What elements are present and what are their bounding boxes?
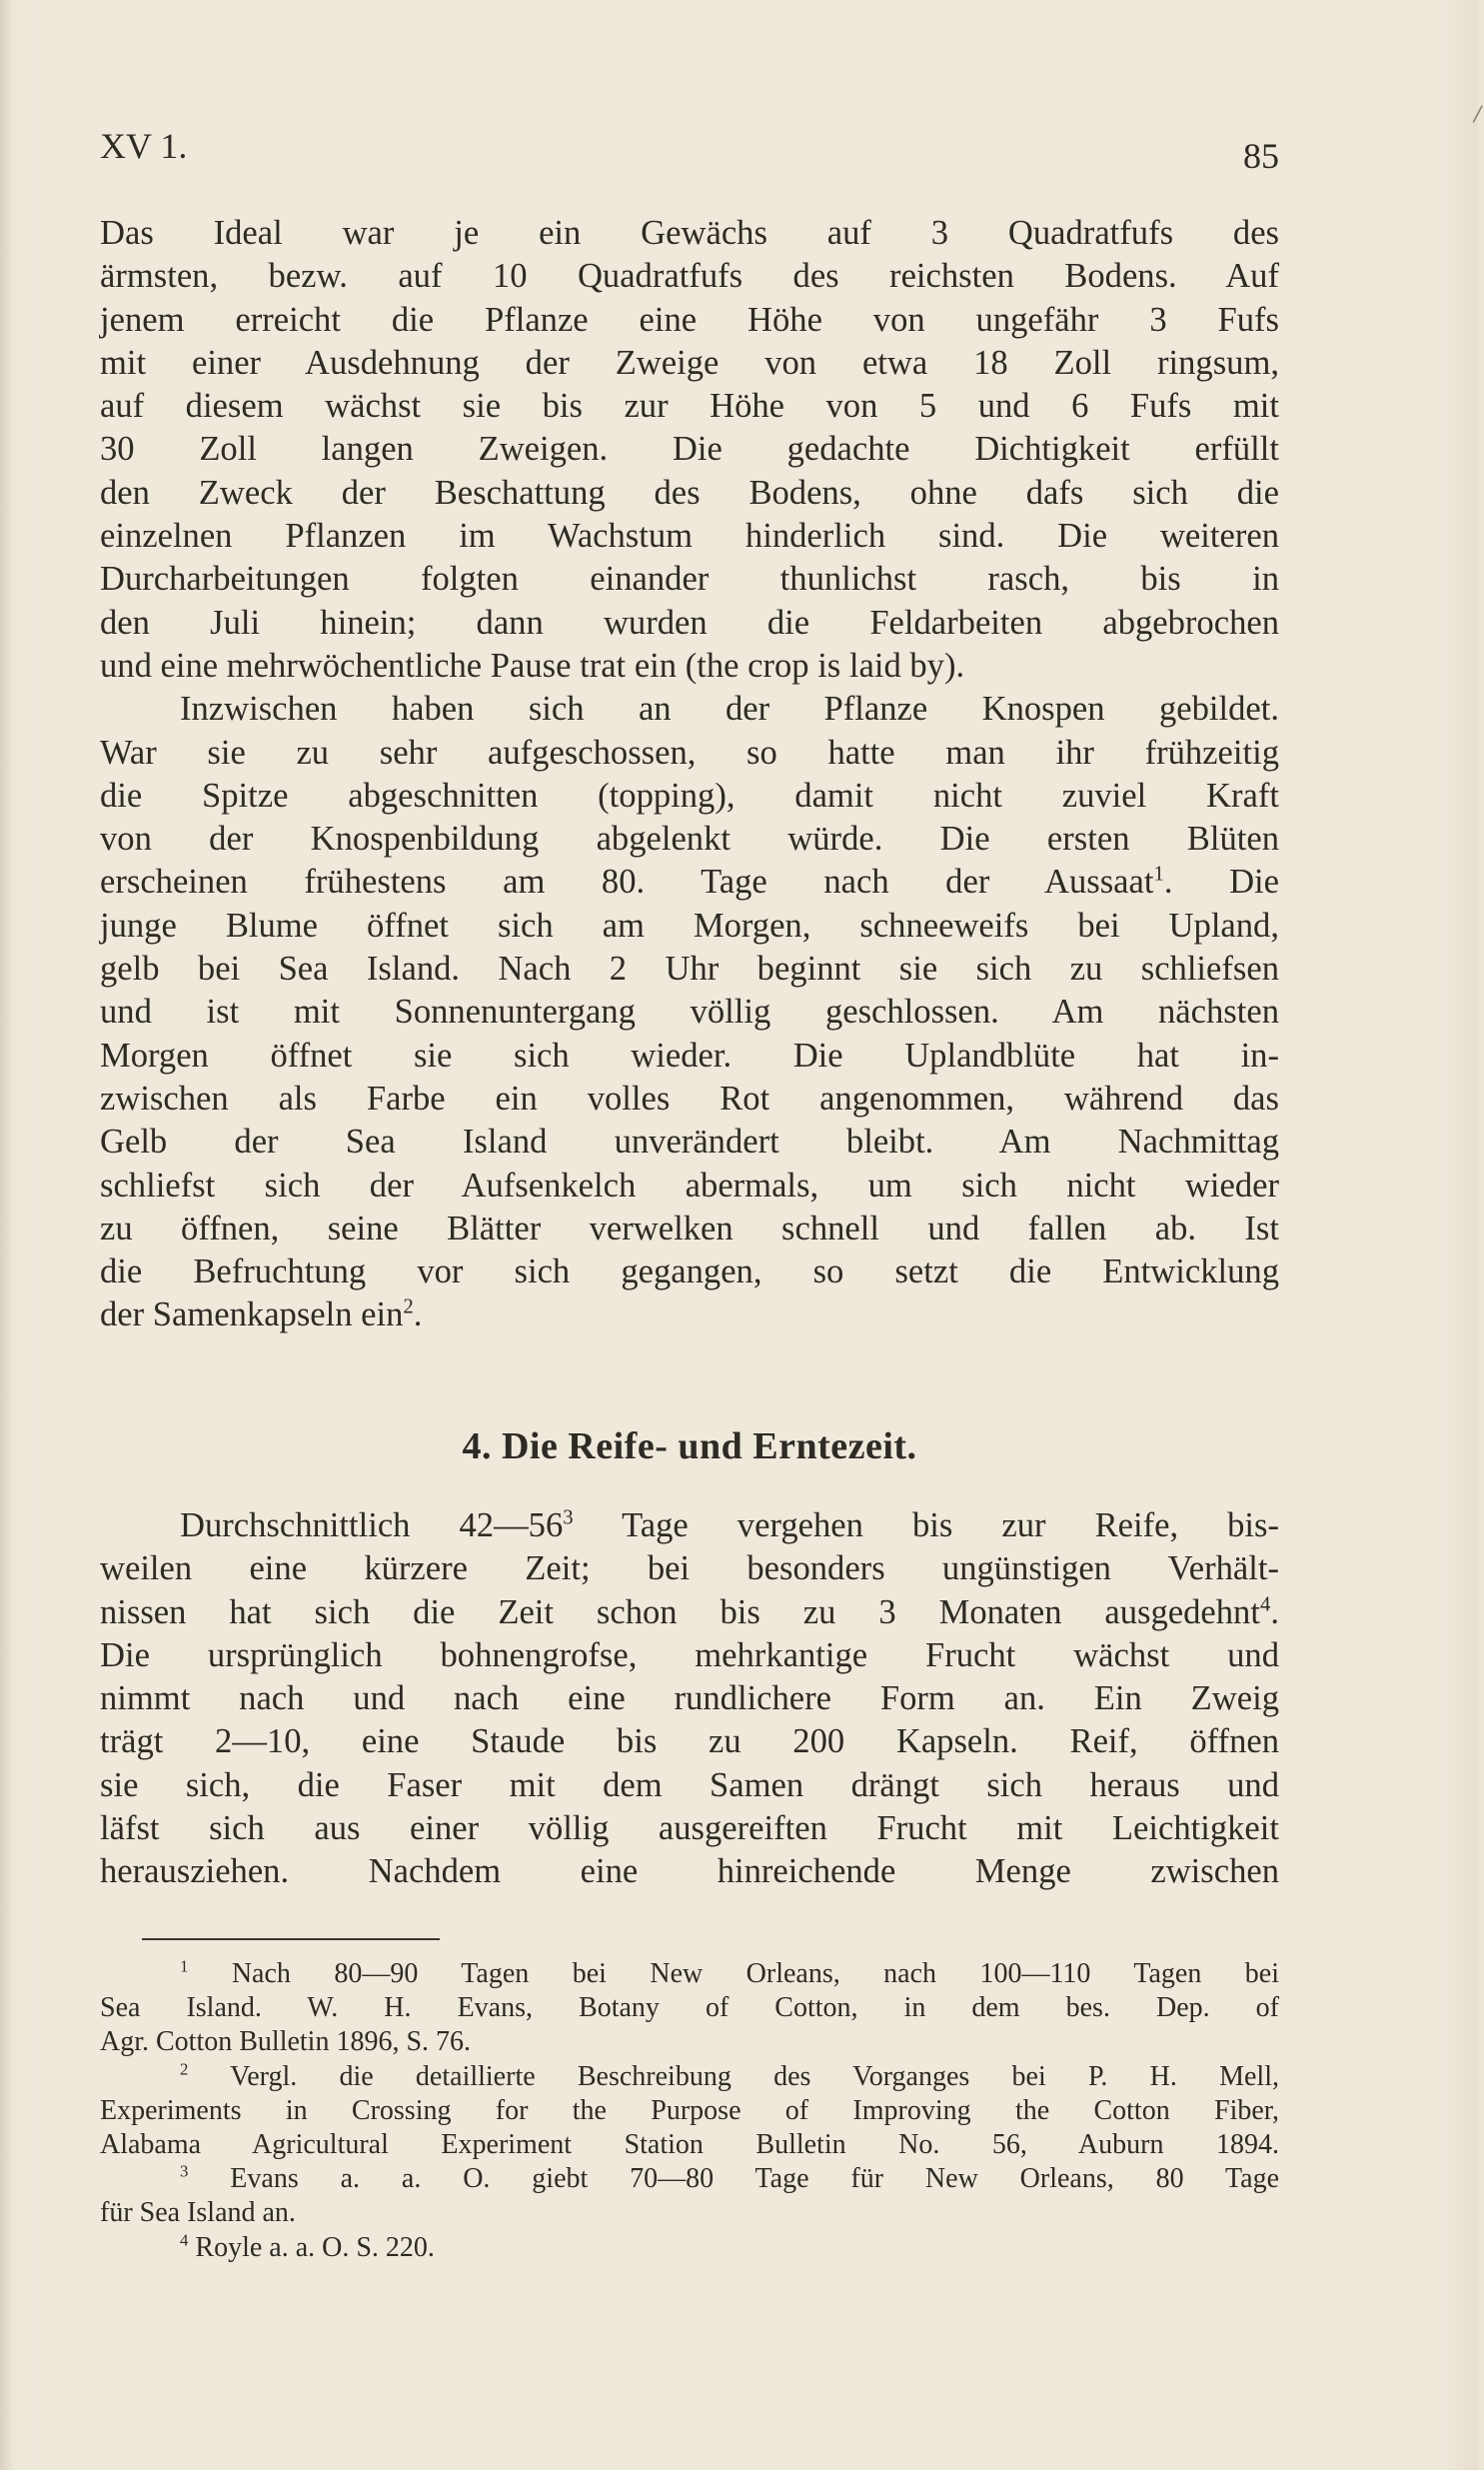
text-line: gelb bei Sea Island. Nach 2 Uhr beginnt sie sich zu schliefsen <box>100 950 1279 989</box>
pencil-mark: / <box>1471 101 1484 128</box>
text-line: War sie zu sehr aufgeschossen, so hatte man ihr frühzeitig <box>100 733 1279 772</box>
text-line: den Zweck der Beschattung des Bodens, ohne dafs sich die <box>100 473 1279 512</box>
footnote-ref-1[interactable]: 1 <box>1153 863 1164 886</box>
footnote-ref-4[interactable]: 4 <box>1259 1593 1271 1616</box>
section-heading: 4. Die Reife- und Erntezeit. <box>462 1425 917 1467</box>
footnote-mark: 3 <box>180 2161 189 2181</box>
text-fragment: . Die <box>1163 863 1280 902</box>
text-fragment: Royle a. a. O. S. 220. <box>195 2231 435 2263</box>
footnote-line: Alabama Agricultural Experiment Station Bulletin No. 56, Auburn 1894. <box>100 2128 1279 2160</box>
text-line: weilen eine kürzere Zeit; bei besonders ungünstigen Verhält- <box>100 1549 1279 1588</box>
text-line: Das Ideal war je ein Gewächs auf 3 Quadratfufs des <box>100 214 1279 252</box>
text-line: nimmt nach und nach eine rundlichere Form an. Ein Zweig <box>100 1679 1279 1718</box>
footnote-ref-3[interactable]: 3 <box>563 1506 574 1529</box>
footnote-divider <box>142 1938 440 1940</box>
text-line: herausziehen. Nachdem eine hinreichende Menge zwischen <box>100 1852 1279 1891</box>
footnote-ref-2[interactable]: 2 <box>403 1295 414 1318</box>
text-line: läfst sich aus einer völlig ausgereiften Frucht mit Leichtigkeit <box>100 1809 1279 1848</box>
text-line: jenem erreicht die Pflanze eine Höhe von ungefähr 3 Fufs <box>100 300 1279 339</box>
footnote-1 <box>100 1957 1279 1991</box>
text-line: die Befruchtung vor sich gegangen, so setzt die Entwicklung <box>100 1252 1279 1291</box>
text-line <box>100 1504 1279 1547</box>
footnotes <box>100 1957 1279 2265</box>
text-line: und eine mehrwöchentliche Pause trat ein (the crop is laid by). <box>100 646 965 685</box>
text-line: sie sich, die Faser mit dem Samen drängt sich heraus und <box>100 1765 1279 1804</box>
text-line: einzelnen Pflanzen im Wachstum hinderlich sind. Die weiteren <box>100 517 1279 556</box>
text-line: Morgen öffnet sie sich wieder. Die Uplandblüte hat in- <box>100 1036 1279 1075</box>
text-fragment: Tage vergehen bis zur Reife, bis- <box>573 1506 1280 1544</box>
text-fragment: der Samenkapseln ein <box>100 1295 404 1334</box>
page-number: 85 <box>1243 136 1279 176</box>
text-fragment: Nach 80—90 Tagen bei New Orleans, nach 100—110 Tagen bei <box>231 1958 1279 1989</box>
text-line: zu öffnen, seine Blätter verwelken schnell und fallen ab. Ist <box>100 1209 1279 1247</box>
text-fragment: Vergl. die detaillierte Beschreibung des Vorganges bei P. H. Mell, <box>230 2060 1279 2092</box>
text-line: und ist mit Sonnenuntergang völlig geschlossen. Am nächsten <box>100 993 1279 1032</box>
text-fragment: . <box>1270 1592 1279 1631</box>
text-line: Inzwischen haben sich an der Pflanze Knospen gebildet. <box>180 690 1279 729</box>
footnote-3 <box>100 2162 1279 2196</box>
footnote-line: Sea Island. W. H. Evans, Botany of Cotton, in dem bes. Dep. of <box>100 1992 1279 2024</box>
text-line: den Juli hinein; dann wurden die Feldarbeiten abgebrochen <box>100 603 1279 642</box>
running-head <box>100 125 1279 175</box>
text-line: ärmsten, bezw. auf 10 Quadratfufs des reichsten Bodens. Auf <box>100 257 1279 296</box>
text-line <box>100 1591 1279 1634</box>
footnote-line: Agr. Cotton Bulletin 1896, S. 76. <box>100 2026 472 2058</box>
text-fragment: Evans a. a. O. giebt 70—80 Tage für New Orleans, 80 Tage <box>230 2163 1280 2195</box>
paragraph-ripening <box>100 1504 1279 1894</box>
text-line: schliefst sich der Aufsenkelch abermals, um sich nicht wieder <box>100 1166 1279 1205</box>
footnote-2 <box>100 2060 1279 2094</box>
text-line: zwischen als Farbe ein volles Rot angenommen, während das <box>100 1079 1279 1118</box>
text-fragment: Durchschnittlich 42—56 <box>180 1506 564 1544</box>
text-line: die Spitze abgeschnitten (topping), damit nicht zuviel Kraft <box>100 776 1279 815</box>
footnote-mark: 2 <box>180 2059 189 2079</box>
chapter-number: XV 1. <box>100 126 188 166</box>
text-line: Durcharbeitungen folgten einander thunlichst rasch, bis in <box>100 560 1279 599</box>
footnote-4 <box>100 2231 1279 2265</box>
text-fragment: . <box>413 1295 423 1334</box>
text-fragment: erscheinen frühestens am 80. Tage nach der Aussaat <box>100 863 1154 902</box>
text-line: von der Knospenbildung abgelenkt würde. Die ersten Blüten <box>100 820 1279 859</box>
text-line: trägt 2—10, eine Staude bis zu 200 Kapseln. Reif, öffnen <box>100 1722 1279 1761</box>
text-line: junge Blume öffnet sich am Morgen, schneeweifs bei Upland, <box>100 906 1279 945</box>
text-line: Die ursprünglich bohnengrofse, mehrkantige Frucht wächst und <box>100 1635 1279 1674</box>
footnote-mark: 4 <box>180 2230 189 2250</box>
paragraph-ideal-density <box>100 212 1279 1337</box>
footnote-mark: 1 <box>180 1956 189 1976</box>
text-line: 30 Zoll langen Zweigen. Die gedachte Dichtigkeit erfüllt <box>100 430 1279 469</box>
text-line: Gelb der Sea Island unverändert bleibt. Am Nachmittag <box>100 1123 1279 1162</box>
text-line <box>100 861 1279 904</box>
text-line: auf diesem wächst sie bis zur Höhe von 5 und 6 Fufs mit <box>100 387 1279 426</box>
text-line: mit einer Ausdehnung der Zweige von etwa 18 Zoll ringsum, <box>100 343 1279 382</box>
text-line <box>100 1293 1279 1336</box>
footnote-line: für Sea Island an. <box>100 2197 296 2229</box>
text-fragment: nissen hat sich die Zeit schon bis zu 3 Monaten ausgedehnt <box>100 1592 1260 1631</box>
footnote-line: Experiments in Crossing for the Purpose of Improving the Cotton Fiber, <box>100 2094 1279 2126</box>
